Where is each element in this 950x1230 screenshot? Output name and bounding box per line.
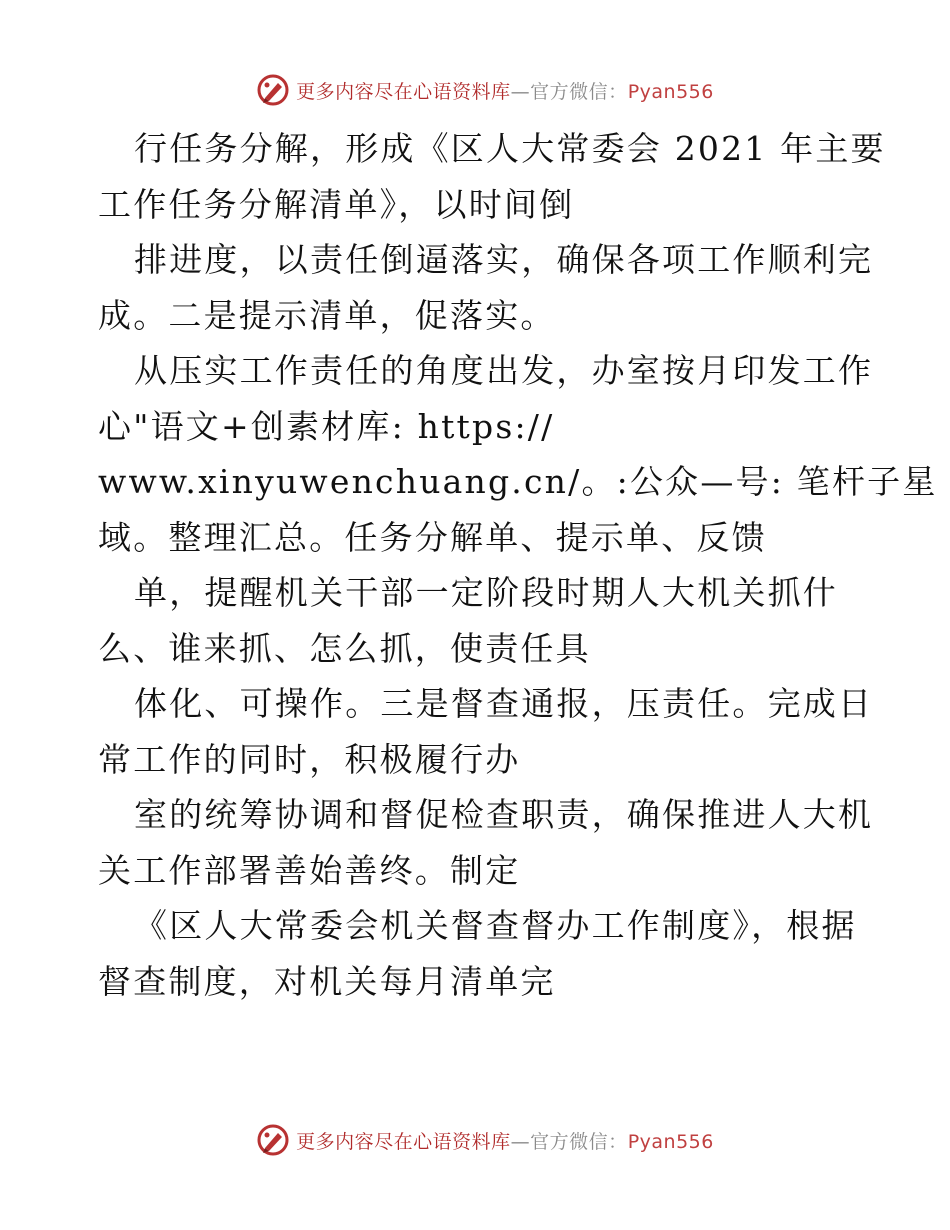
watermark-title: 更多内容尽在心语资料库 bbox=[296, 1130, 511, 1153]
text-line: 心"语文+创素材库: https:// bbox=[98, 406, 555, 446]
text-line: 体化、可操作。三是督查通报，压责任。完成日 bbox=[134, 684, 874, 723]
watermark-separator: — bbox=[510, 1130, 531, 1153]
text-line: 行任务分解，形成《区人大常委会 2021 年主要 bbox=[134, 129, 886, 168]
watermark-contact-id: Pyan556 bbox=[627, 80, 714, 103]
footer-watermark bbox=[0, 1120, 950, 1160]
text-line: 关工作部署善始善终。制定 bbox=[98, 850, 521, 890]
text-line: www.xinyuwenchuang.cn/。:公众—号: 笔杆子星 bbox=[98, 462, 938, 501]
text-line: 从压实工作责任的角度出发，办室按月印发工作 bbox=[134, 351, 874, 390]
text-line: 《区人大常委会机关督查督办工作制度》，根据 bbox=[134, 906, 857, 945]
watermark-contact-id: Pyan556 bbox=[627, 1130, 714, 1153]
watermark-contact-label: 官方微信： bbox=[530, 1130, 628, 1153]
body-text bbox=[98, 121, 938, 1009]
text-line: 工作任务分解清单》，以时间倒 bbox=[98, 184, 575, 224]
watermark-separator: — bbox=[510, 80, 531, 103]
text-line: 域。整理汇总。任务分解单、提示单、反馈 bbox=[98, 517, 767, 557]
watermark-title: 更多内容尽在心语资料库 bbox=[296, 80, 511, 103]
text-line: 督查制度，对机关每月清单完 bbox=[98, 961, 556, 1001]
text-line: 成。二是提示清单，促落实。 bbox=[98, 295, 556, 335]
watermark-contact-label: 官方微信： bbox=[530, 80, 628, 103]
header-watermark bbox=[0, 70, 950, 110]
text-line: 单，提醒机关干部一定阶段时期人大机关抓什 bbox=[134, 573, 838, 612]
text-line: 室的统筹协调和督促检查职责，确保推进人大机 bbox=[134, 795, 874, 834]
text-line: 常工作的同时，积极履行办 bbox=[98, 739, 521, 779]
text-line: 排进度，以责任倒逼落实，确保各项工作顺利完 bbox=[134, 240, 874, 279]
pen-logo-icon bbox=[256, 1123, 290, 1157]
text-line: 么、谁来抓、怎么抓，使责任具 bbox=[98, 628, 591, 668]
pen-logo-icon bbox=[256, 73, 290, 107]
